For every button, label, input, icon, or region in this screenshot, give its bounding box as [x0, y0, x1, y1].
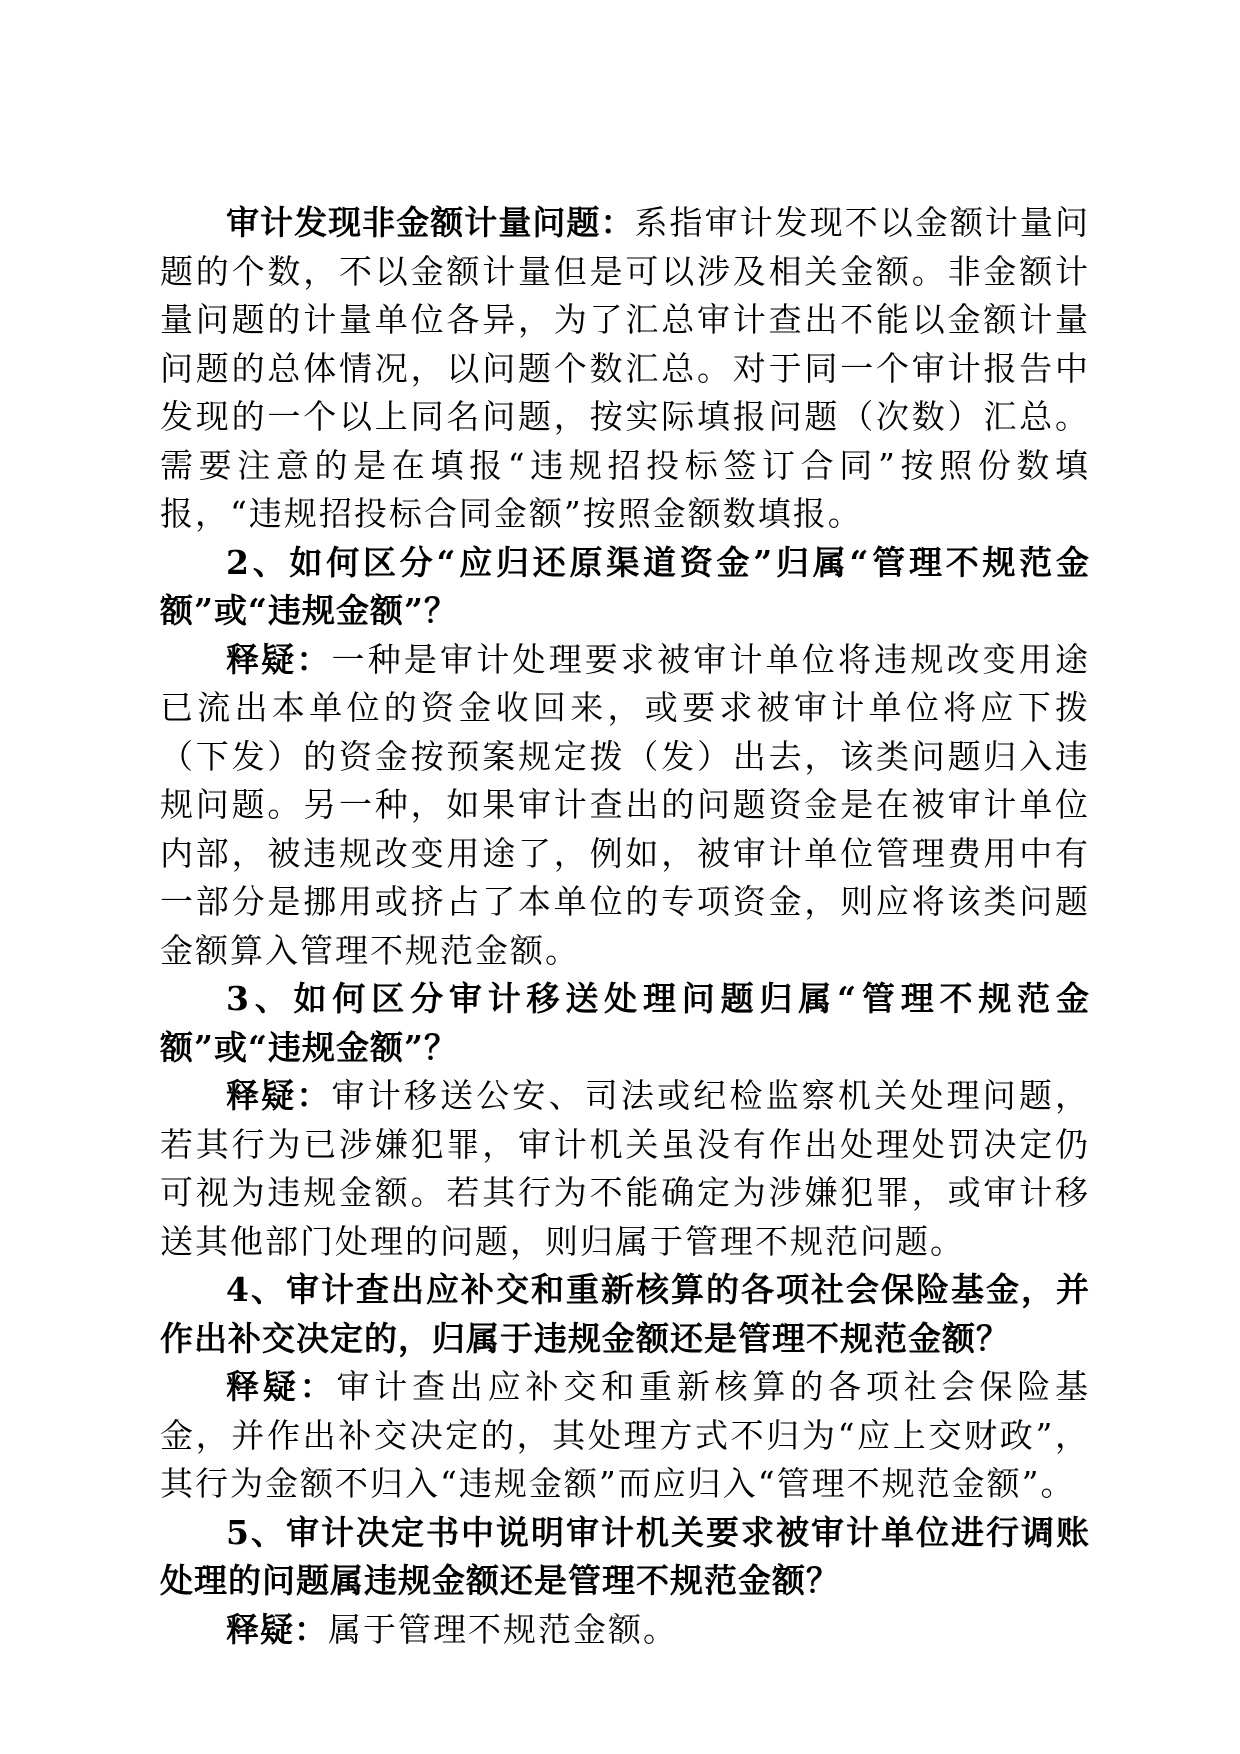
answer-5: [160, 1606, 1090, 1655]
intro-text: 系指审计发现不以金额计量问题的个数，不以金额计量但是可以涉及相关金额。非金额计量问题的计量单位各异，为了汇总审计查出不能以金额计量问题的总体情况，以问题个数汇总。对于同一个审计报告中发现的一个以上同名问题，按实际填报问题（次数）汇总。需要注意的是在填报“违规招投标签订合同”按照份数填报，“违规招投标合同金额”按照金额数填报。: [160, 203, 1091, 533]
intro-label: 审计发现非金额计量问题：: [226, 203, 635, 242]
question-4: 4、审计查出应补交和重新核算的各项社会保险基金，并作出补交决定的，归属于违规金额还是管理不规范金额？: [160, 1270, 1090, 1358]
answer-4: [160, 1363, 1090, 1509]
answer-4-text: 审计查出应补交和重新核算的各项社会保险基金，并作出补交决定的，其处理方式不归为“应上交财政”，其行为金额不归入“违规金额”而应归入“管理不规范金额”。: [160, 1367, 1091, 1503]
question-2: 2、如何区分“应归还原渠道资金”归属“管理不规范金额”或“违规金额”？: [160, 542, 1090, 630]
answer-5-label: 释疑：: [226, 1609, 328, 1649]
question-5: 5、审计决定书中说明审计机关要求被审计单位进行调账处理的问题属违规金额还是管理不规范金额？: [160, 1512, 1090, 1600]
answer-5-text: 属于管理不规范金额。: [328, 1609, 678, 1649]
document-page: [160, 199, 1090, 1654]
answer-3-label: 释疑：: [226, 1076, 332, 1115]
answer-2: [160, 636, 1090, 976]
answer-3-text: 审计移送公安、司法或纪检监察机关处理问题，若其行为已涉嫌犯罪，审计机关虽没有作出处理处罚决定仍可视为违规金额。若其行为不能确定为涉嫌犯罪，或审计移送其他部门处理的问题，则归属于管理不规范问题。: [160, 1076, 1091, 1261]
answer-2-text: 一种是审计处理要求被审计单位将违规改变用途已流出本单位的资金收回来，或要求被审计单位将应下拨（下发）的资金按预案规定拨（发）出去，该类问题归入违规问题。另一种，如果审计查出的问题资金是在被审计单位内部，被违规改变用途了，例如，被审计单位管理费用中有一部分是挪用或挤占了本单位的专项资金，则应将该类问题金额算入管理不规范金额。: [160, 639, 1091, 970]
answer-3: [160, 1072, 1090, 1266]
answer-4-label: 释疑：: [226, 1367, 337, 1406]
question-3: 3、如何区分审计移送处理问题归属“管理不规范金额”或“违规金额”？: [160, 979, 1090, 1067]
answer-2-label: 释疑：: [226, 639, 332, 679]
intro-paragraph: [160, 199, 1090, 539]
